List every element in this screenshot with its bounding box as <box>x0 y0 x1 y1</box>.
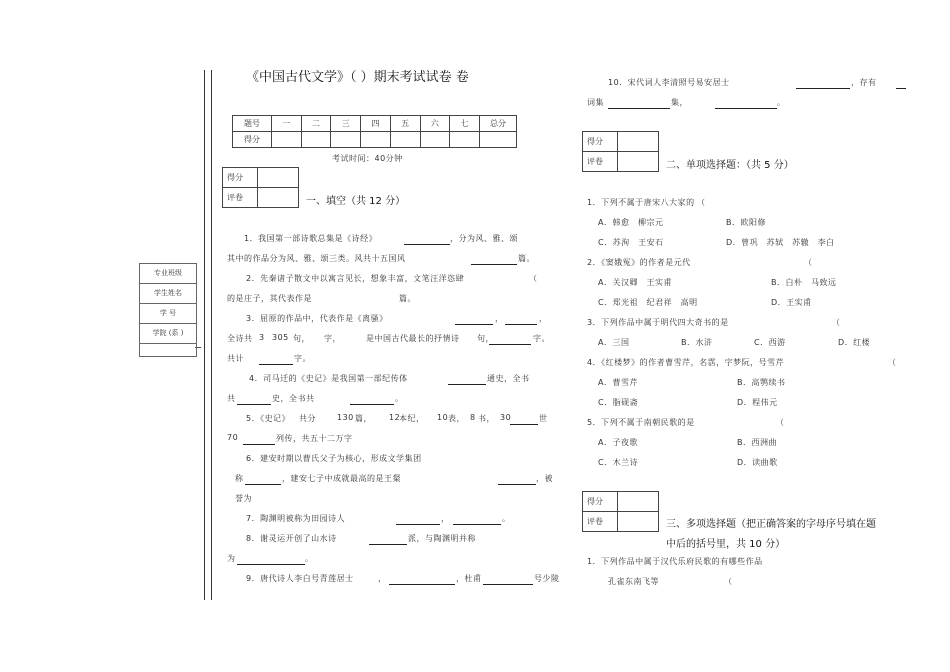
q2-line2-tail: 篇。 <box>399 294 416 303</box>
q6-line3: 誉为 <box>235 494 252 503</box>
q3-line3-tail: 字。 <box>294 354 311 363</box>
q7-sep: ， <box>441 514 450 523</box>
q4-line2-tail: 。 <box>395 394 404 403</box>
q3-blank-1[interactable] <box>455 324 493 325</box>
mc4-option-c[interactable]: C．脂砚斋 <box>598 398 639 407</box>
binding-line-2 <box>211 70 212 600</box>
q1-line1-tail: ，分为风、雅、颂 <box>450 234 518 243</box>
q10-cunyou: ，存有 <box>851 78 877 87</box>
q8-wei: 为 <box>227 554 236 563</box>
q2-line1: 2．先秦诸子散文中以寓言见长，想象丰富，文笔汪洋恣肆 <box>246 274 465 283</box>
q7-blank-1[interactable] <box>396 524 440 525</box>
section3-heading-line2: 中后的括号里，共 10 分） <box>666 539 786 550</box>
q5-shi: 世 <box>539 414 548 423</box>
score-box-value <box>618 512 659 532</box>
q5-blank-1[interactable] <box>510 424 538 425</box>
mc4-option-d[interactable]: D．程伟元 <box>737 398 778 407</box>
score-header-cell: 总分 <box>480 116 517 132</box>
q4-line2: 史，全书共 <box>272 394 315 403</box>
score-cell <box>272 132 302 148</box>
binding-student-name: 学生姓名 <box>140 284 196 304</box>
score-header-cell: 七 <box>450 116 480 132</box>
q10-end: 。 <box>777 98 786 107</box>
q8-end: 。 <box>305 554 314 563</box>
q10-blank-1[interactable] <box>796 88 850 89</box>
q5-130: 130 <box>337 413 354 422</box>
q5-pian: 篇， <box>355 414 372 423</box>
q5-8: 8 <box>470 413 476 422</box>
mc4-option-b[interactable]: B．高鹗续书 <box>737 378 786 387</box>
q6-cheng: 称 <box>235 474 244 483</box>
q9-blank-2[interactable] <box>483 584 533 585</box>
score-box-label: 评卷 <box>583 152 618 172</box>
q5-30: 30 <box>500 413 512 422</box>
mc3-stem: 3．下列作品中属于明代四大奇书的是 <box>587 318 729 327</box>
score-header-cell: 题号 <box>233 116 272 132</box>
q5-biao: 表， <box>448 414 465 423</box>
q9-hao: 号少陵 <box>534 574 560 583</box>
q3-text-desc: 是中国古代最长的抒情诗 <box>366 334 460 343</box>
q5-12: 12 <box>389 413 401 422</box>
q6-line2: ，建安七子中成就最高的是王粲 <box>282 474 401 483</box>
score-cell <box>480 132 517 148</box>
q3-sep-2: ， <box>539 314 548 323</box>
mc1-option-d[interactable]: D．曾巩 苏轼 苏辙 李白 <box>726 238 835 247</box>
mc2-option-b[interactable]: B．白朴 马致远 <box>771 278 837 287</box>
score-box-value <box>258 188 299 208</box>
q9-blank-1[interactable] <box>389 584 455 585</box>
score-cell <box>420 132 450 148</box>
mc3-option-a[interactable]: A．三国 <box>598 338 630 347</box>
score-box-value <box>618 132 659 152</box>
score-box-label: 得分 <box>223 168 258 188</box>
section1-heading: 一、填空（共 12 分） <box>306 196 406 207</box>
binding-line-1 <box>204 70 205 600</box>
section1-score-box <box>222 167 299 208</box>
mc5-option-d[interactable]: D．读曲歌 <box>737 458 778 467</box>
q5-gong: 共分 <box>299 414 316 423</box>
q9-dufu: ，杜甫 <box>456 574 482 583</box>
mc1-paren: （ <box>697 198 706 207</box>
score-table <box>232 115 517 148</box>
q3-text-ju: 句， <box>293 334 310 343</box>
mc2-option-d[interactable]: D．王实甫 <box>771 298 812 307</box>
q10-line1: 10．宋代词人李清照号易安居士 <box>608 78 730 87</box>
score-box-label: 得分 <box>583 492 618 512</box>
score-header-cell: 五 <box>390 116 420 132</box>
q4-blank-3[interactable] <box>350 404 394 405</box>
mc3-paren: （ <box>832 318 841 327</box>
q1-line1: 1．我国第一部诗歌总集是《诗经》 <box>244 234 378 243</box>
mc3-option-d[interactable]: D．红楼 <box>838 338 871 347</box>
score-box-label: 得分 <box>583 132 618 152</box>
q7-end: 。 <box>502 514 511 523</box>
binding-blank <box>140 344 196 356</box>
binding-major-class: 专业班级 <box>140 264 196 284</box>
q9-line1: 9．唐代诗人李白号青莲居士 <box>246 574 354 583</box>
q5-10: 10 <box>437 413 449 422</box>
mc4-stem: 4．《红楼梦》的作者曹雪芹，名霑，字梦阮，号雪芹 <box>587 358 785 367</box>
q5-shu: 书， <box>478 414 495 423</box>
q9-sep: ， <box>378 574 387 583</box>
mc1-option-a[interactable]: A．韩愈 柳宗元 <box>598 218 664 227</box>
q5-liezhuan: 列传，共五十二万字 <box>276 434 353 443</box>
q5-blank-2[interactable] <box>243 444 275 445</box>
q3-blank-3[interactable] <box>489 344 531 345</box>
q4-line1: 4．司马迁的《史记》是我国第一部纪传体 <box>249 374 408 383</box>
mc1-option-b[interactable]: B．欧阳修 <box>726 218 766 227</box>
q3-num-3: 3 <box>259 333 265 342</box>
q1-blank-1[interactable] <box>404 244 450 245</box>
score-box-value <box>258 168 299 188</box>
score-header-cell: 一 <box>272 116 302 132</box>
q10-blank-2[interactable] <box>608 108 670 109</box>
q10-line2-start: 词集 <box>587 98 604 107</box>
q5-70: 70 <box>227 433 239 442</box>
q2-line2: 的是庄子，其代表作是 <box>227 294 312 303</box>
q7-line1: 7．陶渊明被称为田园诗人 <box>246 514 346 523</box>
q3-blank-4[interactable] <box>259 364 293 365</box>
mc2-paren: （ <box>804 258 813 267</box>
score-cell <box>331 132 361 148</box>
mc5-paren: （ <box>776 418 785 427</box>
section2-heading: 二、单项选择题：（共 5 分） <box>666 160 794 171</box>
q5-line1: 5．《史记》 <box>246 414 291 423</box>
q6-line1: 6．建安时期以曹氏父子为核心，形成文学集团 <box>246 454 422 463</box>
mc4-paren: （ <box>888 358 897 367</box>
q1-blank-2[interactable] <box>471 264 517 265</box>
section3-heading-line1: 三、多项选择题（把正确答案的字母序号填在题 <box>666 519 876 530</box>
score-row-label: 得分 <box>233 132 272 148</box>
mc5-option-a[interactable]: A．子夜歌 <box>598 438 638 447</box>
score-cell <box>450 132 480 148</box>
q3-line1: 3．屈原的作品中，代表作是《离骚》 <box>246 314 388 323</box>
score-header-cell: 六 <box>420 116 450 132</box>
q8-line1-tail: 派，与陶渊明并称 <box>408 534 476 543</box>
q2-paren: （ <box>529 274 538 283</box>
q1-line2: 其中的作品分为风、雅、颂三类。风共十五国风 <box>227 254 406 263</box>
q3-text-ju2: 句， <box>477 334 494 343</box>
q1-line2-tail: 篇。 <box>518 254 535 263</box>
q4-line1-tail: 通史，全书 <box>487 374 530 383</box>
q3-blank-2[interactable] <box>505 324 537 325</box>
q3-text-zi2: 字。 <box>533 334 550 343</box>
score-header-cell: 四 <box>361 116 391 132</box>
q8-blank-1[interactable] <box>369 544 407 545</box>
mc1-option-c[interactable]: C．苏洵 王安石 <box>598 238 664 247</box>
section2-score-box <box>582 131 659 172</box>
section3-score-box <box>582 491 659 532</box>
mc2-option-c[interactable]: C．郑光祖 纪君祥 高明 <box>598 298 698 307</box>
q8-line1: 8．谢灵运开创了山水诗 <box>246 534 337 543</box>
mc2-stem: 2．《窦娥冤》的作者是元代 <box>587 258 691 267</box>
q3-line3: 共计 <box>227 354 244 363</box>
page-title: 《中国古代文学》（ ）期末考试试卷 卷 <box>246 70 469 85</box>
multi1-paren: （ <box>724 577 733 586</box>
q6-blank-1[interactable] <box>245 484 281 485</box>
mc5-option-c[interactable]: C．木兰诗 <box>598 458 639 467</box>
q3-text-zi: 字， <box>324 334 341 343</box>
score-header-cell: 二 <box>301 116 331 132</box>
mc4-option-a[interactable]: A．曹雪芹 <box>598 378 638 387</box>
mc2-option-a[interactable]: A．关汉卿 王实甫 <box>598 278 672 287</box>
multi1-stem: 1．下列作品中属于汉代乐府民歌的有哪些作品 <box>587 557 763 566</box>
binding-college: 学院 (系 ) <box>140 324 196 344</box>
mc3-option-c[interactable]: C．西游 <box>754 338 786 347</box>
q6-bei: ，被 <box>536 474 553 483</box>
score-box-label: 评卷 <box>583 512 618 532</box>
q10-blank-3[interactable] <box>715 108 777 109</box>
q3-num-305: 305 <box>272 333 289 342</box>
binding-info-box <box>139 263 197 357</box>
binding-student-id: 学 号 <box>140 304 196 324</box>
exam-time-note: 考试时间：40分钟 <box>332 154 403 163</box>
score-cell <box>301 132 331 148</box>
score-cell <box>361 132 391 148</box>
q6-blank-2[interactable] <box>498 484 536 485</box>
mc1-stem: 1．下列不属于唐宋八大家的 <box>587 198 695 207</box>
mc5-option-b[interactable]: B．西洲曲 <box>737 438 777 447</box>
mc5-stem: 5．下列不属于南朝民歌的是 <box>587 418 695 427</box>
q3-line2: 全诗共 <box>227 334 253 343</box>
mc3-option-b[interactable]: B．水浒 <box>681 338 713 347</box>
q10-ci: 集， <box>671 98 688 107</box>
q7-blank-2[interactable] <box>453 524 501 525</box>
q4-line2-start: 共 <box>227 394 236 403</box>
q4-blank-2[interactable] <box>237 404 271 405</box>
q8-blank-2[interactable] <box>237 564 305 565</box>
score-box-value <box>618 152 659 172</box>
multi1-stem-line2: 孔雀东南飞等 <box>608 577 659 586</box>
score-box-value <box>618 492 659 512</box>
q10-blank-dash[interactable] <box>896 88 906 89</box>
score-cell <box>390 132 420 148</box>
q5-benji: 本纪， <box>399 414 425 423</box>
q4-blank-1[interactable] <box>448 384 486 385</box>
score-header-cell: 三 <box>331 116 361 132</box>
q3-sep-1: ， <box>495 314 504 323</box>
score-box-label: 评卷 <box>223 188 258 208</box>
